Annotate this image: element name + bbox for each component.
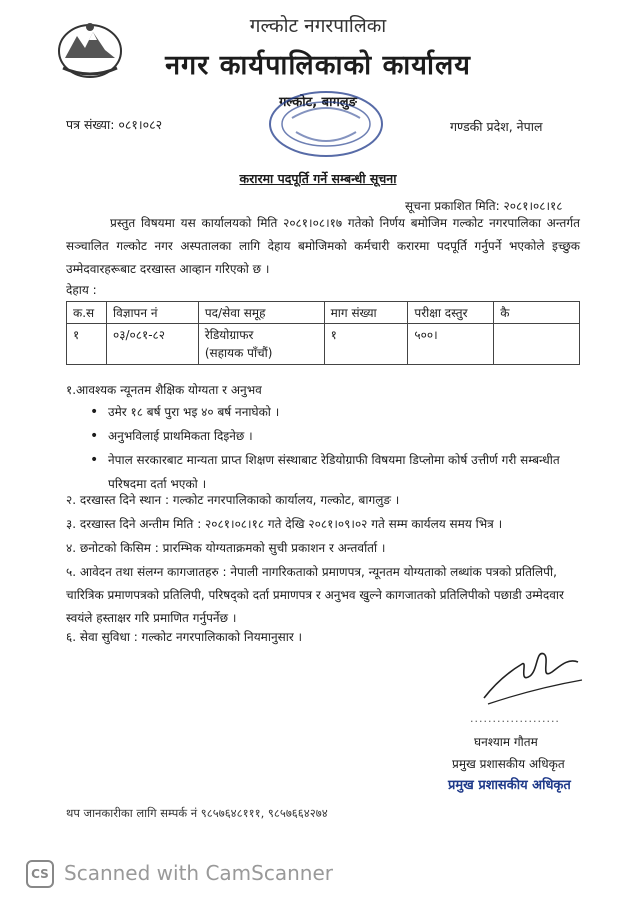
- signatory-name: घनश्याम गौतम: [474, 735, 538, 749]
- list-item: • उमेर १८ बर्ष पुरा भइ ४० बर्ष ननाघेको ।: [90, 400, 580, 424]
- post-level: (सहायक पाँचौं): [204, 346, 273, 360]
- signature-line: ....................: [470, 712, 560, 725]
- col-remarks: कै: [494, 302, 580, 324]
- required-documents: ५. आवेदन तथा संलग्न कागजातहरु : नेपाली नागरिकताको प्रमाणपत्र, न्यूनतम योग्यताको लब्धांक पत्रको प्रतिलिपी, चारित्रिक प्रमाणपत्रको प्रतिलिपी, परिषद्को दर्ता प्रमाणपत्र र अनुभव खुल्ने कागजातको प्रतिलिपीको पछाडी उम्मेदवार स्वयंले हस्ताक्षर गरि प्रमाणित गर्नुपर्नेछ ।: [66, 565, 564, 625]
- requirements-title: १.आवश्यक न्यूनतम शैक्षिक योग्यता र अनुभव: [66, 383, 262, 397]
- selection-method: ४. छनोटको किसिम : प्रारम्भिक योग्यताक्रमको सुची प्रकाशन र अन्तर्वार्ता ।: [66, 541, 386, 555]
- col-serial: क.स: [67, 302, 107, 324]
- cell-demand: १: [324, 324, 408, 365]
- published-date: सूचना प्रकाशित मिति: २०८१।०८।१८: [405, 199, 563, 213]
- signatory-stamp: प्रमुख प्रशासकीय अधिकृत: [448, 778, 571, 793]
- scanner-watermark: Scanned with CamScanner: [64, 861, 333, 885]
- table-header-row: [67, 302, 580, 324]
- municipality-name: गल्कोट नगरपालिका: [249, 15, 387, 37]
- notice-subject: करारमा पदपूर्ति गर्ने सम्बन्धी सूचना: [239, 171, 397, 186]
- cell-post: [198, 324, 324, 365]
- notice-intro: प्रस्तुत विषयमा यस कार्यालयको मिति २०८१।०८।१७ गतेको निर्णय बमोजिम गल्कोट नगरपालिका अन्तर्गत सञ्चालित गल्कोट नगर अस्पतालका लागि देहाय बमोजिमको कर्मचारी करारमा पदपूर्ति गर्नुपर्ने भएकोले इच्छुक उम्मेदवारहरूबाट दरखास्त आव्हान गरिएको छ ।: [66, 216, 580, 276]
- col-ad-number: विज्ञापन नं: [106, 302, 198, 324]
- province-label: गण्डकी प्रदेश, नेपाल: [450, 119, 543, 134]
- application-deadline: ३. दरखास्त दिने अन्तीम मिति : २०८१।०८।१८ गते देखि २०८१।०९।०२ गते सम्म कार्यलय समय भित्र ।: [66, 517, 503, 531]
- cell-serial: १: [67, 324, 107, 365]
- office-title: नगर कार्यपालिकाको कार्यालय: [165, 50, 471, 81]
- list-item: • अनुभविलाई प्राथमिकता दिइनेछ ।: [90, 424, 580, 448]
- service-facilities: ६. सेवा सुविधा : गल्कोट नगरपालिकाको नियमानुसार ।: [66, 630, 303, 644]
- signature-icon: [478, 640, 588, 710]
- vacancy-table: [66, 301, 580, 365]
- requirements-list: [90, 400, 580, 496]
- col-fee: परीक्षा दस्तुर: [408, 302, 494, 324]
- table-row: [67, 324, 580, 365]
- camscanner-logo-icon: CS: [26, 860, 54, 888]
- col-demand: माग संख्या: [324, 302, 408, 324]
- cell-ad-number: ०३/०८१-८२: [106, 324, 198, 365]
- col-post: पद/सेवा समूह: [198, 302, 324, 324]
- signatory-title: प्रमुख प्रशासकीय अधिकृत: [452, 757, 565, 771]
- post-name: रेडियोग्राफर: [204, 328, 254, 342]
- office-address: गल्कोट, बागलुङ: [279, 95, 357, 110]
- cell-fee: ५००।: [408, 324, 494, 365]
- details-label: देहाय :: [66, 283, 97, 297]
- office-seal-icon: [262, 88, 390, 160]
- application-place: २. दरखास्त दिने स्थान : गल्कोट नगरपालिकाको कार्यालय, गल्कोट, बागलुङ ।: [66, 493, 400, 507]
- cell-remarks: [494, 324, 580, 365]
- letter-number: पत्र संख्या: ०८१।०८२: [66, 117, 163, 132]
- list-item: • नेपाल सरकारबाट मान्यता प्राप्त शिक्षण संस्थाबाट रेडियोग्राफी विषयमा डिप्लोमा कोर्ष उत्तीर्ण गरी सम्बन्धीत परिषदमा दर्ता भएको ।: [90, 448, 580, 496]
- contact-info: थप जानकारीका लागि सम्पर्क नं ९८५७६४८१११, ९८५७६६४२७४: [66, 806, 328, 820]
